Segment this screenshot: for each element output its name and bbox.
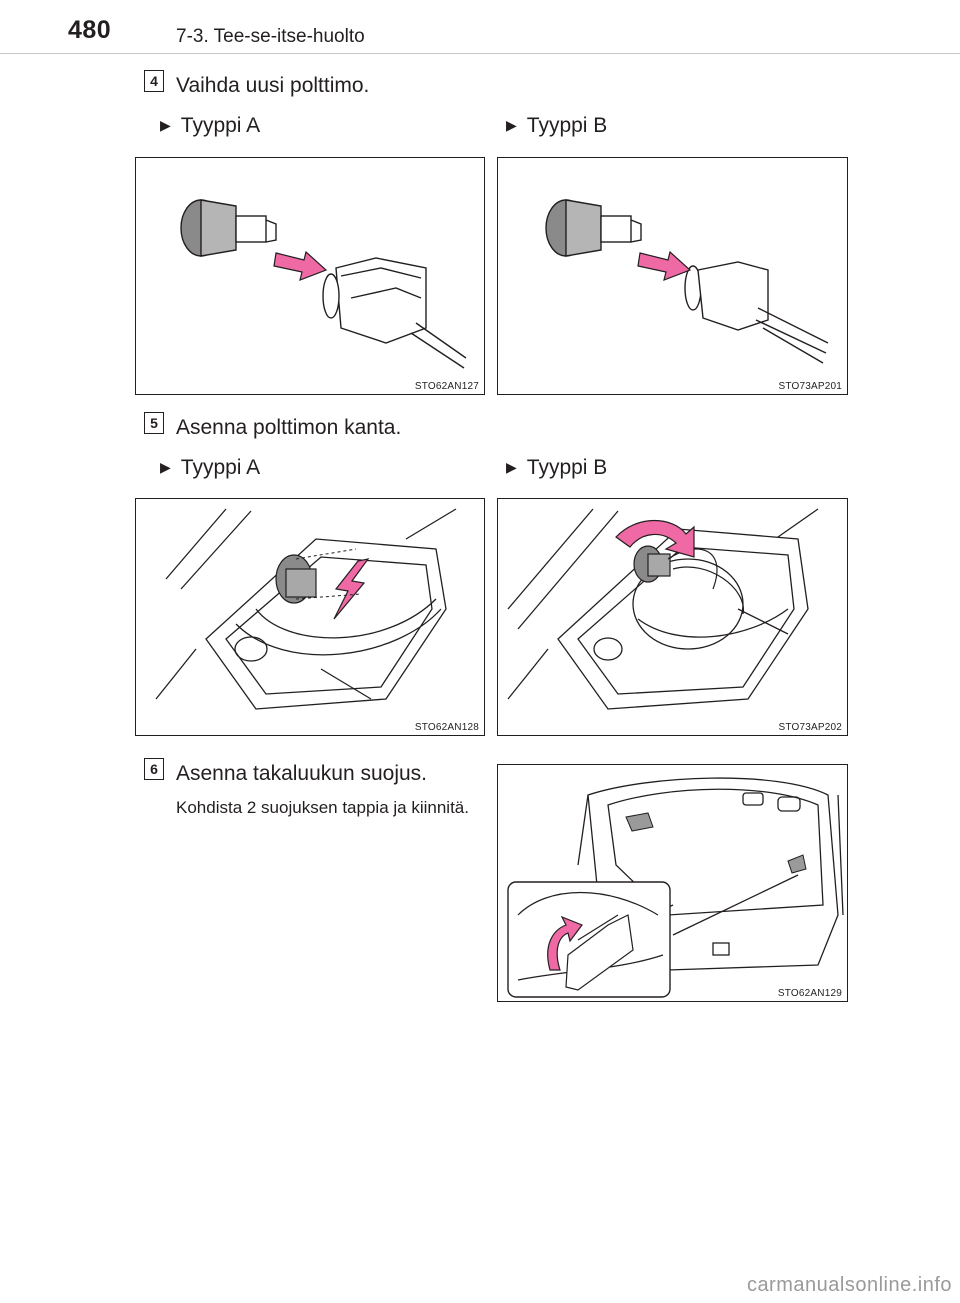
type-label: Tyyppi A xyxy=(180,456,261,479)
figure-code: STO62AN129 xyxy=(777,988,842,999)
triangle-bullet-icon: ▶ xyxy=(160,459,171,475)
figure-code: STO62AN128 xyxy=(414,722,479,733)
step-4-instruction: Vaihda uusi polttimo. xyxy=(176,74,370,97)
figure-code: STO62AN127 xyxy=(414,381,479,392)
figure-code: STO73AP201 xyxy=(778,381,842,392)
triangle-bullet-icon: ▶ xyxy=(506,117,517,133)
bulb-replacement-figure-type-b xyxy=(497,157,848,395)
socket-install-figure-type-b xyxy=(497,498,848,736)
type-label: Tyyppi B xyxy=(526,456,608,479)
bulb-socket-illustration xyxy=(498,158,848,395)
type-label: Tyyppi B xyxy=(526,114,608,137)
step-6-instruction: Asenna takaluukun suojus. xyxy=(176,762,428,785)
figure-code: STO73AP202 xyxy=(778,722,842,733)
triangle-bullet-icon: ▶ xyxy=(506,459,517,475)
section-title: 7-3. Tee-se-itse-huolto xyxy=(176,26,365,47)
bulb-replacement-figure-type-a xyxy=(135,157,485,395)
lamp-housing-illustration xyxy=(498,499,848,736)
step-6-note: Kohdista 2 suojuksen tappia ja kiinnitä. xyxy=(176,798,469,817)
step-4-type-a-heading xyxy=(160,114,260,138)
step-5-type-b-heading xyxy=(506,456,607,480)
step-5-type-a-heading xyxy=(160,456,260,480)
lamp-housing-illustration xyxy=(136,499,485,736)
step-4-type-b-heading xyxy=(506,114,607,138)
type-label: Tyyppi A xyxy=(180,114,261,137)
watermark: carmanualsonline.info xyxy=(746,1274,952,1296)
step-number-6: 6 xyxy=(144,758,164,780)
step-5-instruction: Asenna polttimon kanta. xyxy=(176,416,402,439)
trunk-lid-illustration xyxy=(498,765,848,1002)
bulb-socket-illustration xyxy=(136,158,485,395)
pink-arrow-icon xyxy=(638,252,690,280)
socket-install-figure-type-a xyxy=(135,498,485,736)
triangle-bullet-icon: ▶ xyxy=(160,117,171,133)
step-number-4: 4 xyxy=(144,70,164,92)
pink-arrow-icon xyxy=(274,252,326,280)
trunk-cover-figure xyxy=(497,764,848,1002)
step-number-5: 5 xyxy=(144,412,164,434)
page-number: 480 xyxy=(68,16,112,44)
header-divider xyxy=(0,53,960,54)
